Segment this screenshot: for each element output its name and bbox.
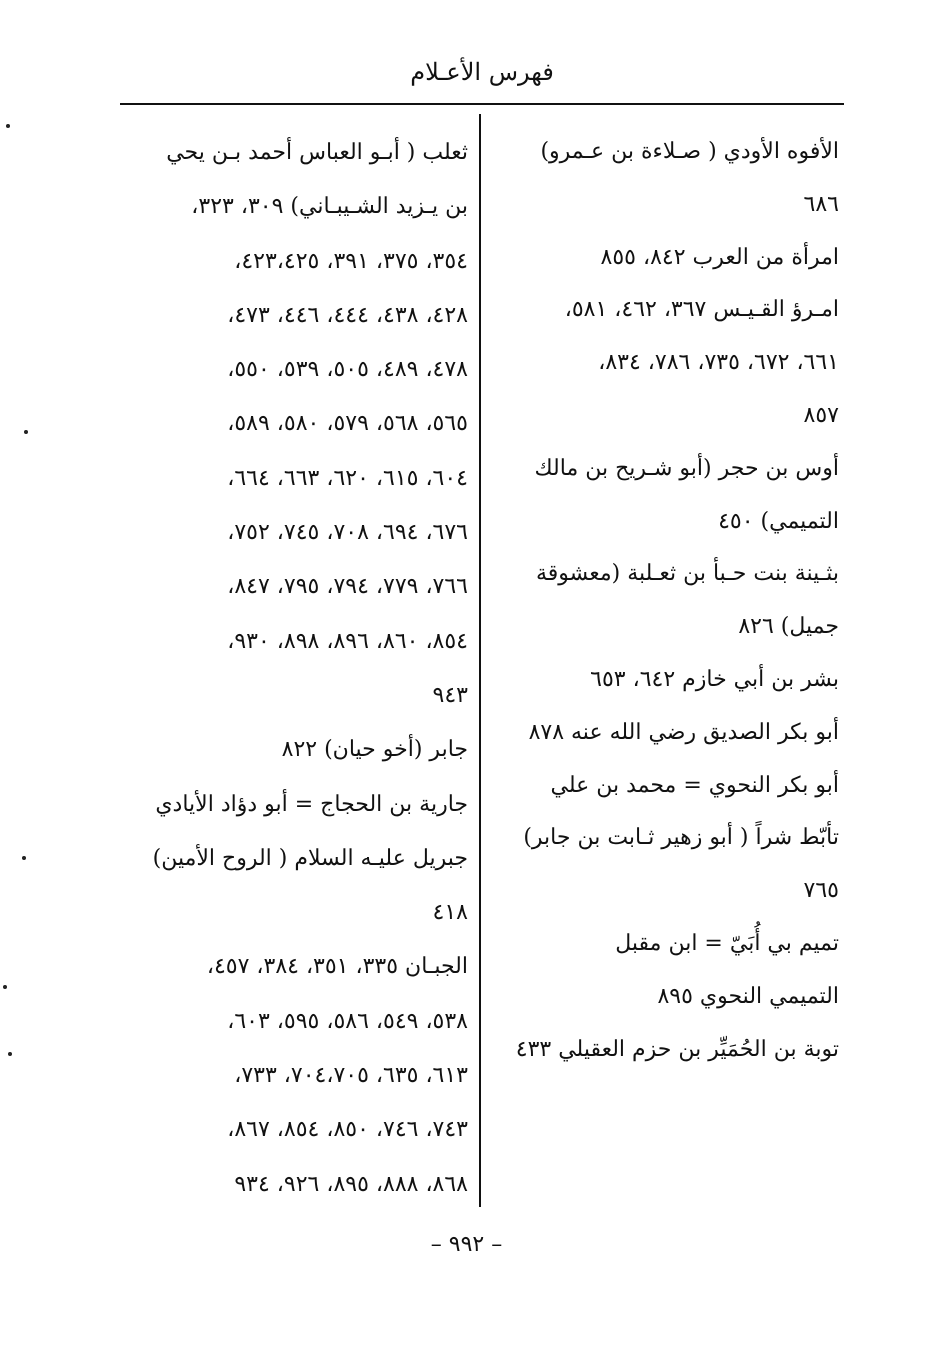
index-line: ٧٤٣، ٧٤٦، ٨٥٠، ٨٥٤، ٨٦٧، bbox=[227, 1117, 468, 1143]
scan-speck bbox=[6, 124, 10, 128]
column-divider bbox=[479, 114, 481, 1207]
index-line: أبو بكر الصديق رضي الله عنه ٨٧٨ bbox=[528, 719, 839, 745]
index-line: ٨٦٨، ٨٨٨، ٨٩٥، ٩٢٦، ٩٣٤ bbox=[234, 1171, 468, 1197]
index-line: أبو بكر النحوي = محمد بن علي bbox=[550, 772, 839, 798]
scan-speck bbox=[22, 856, 26, 860]
index-line: التميمي النحوي ٨٩٥ bbox=[657, 983, 839, 1009]
index-line: جارية بن الحجاج = أبو دؤاد الأيادي bbox=[155, 791, 468, 817]
index-line: ٤١٨ bbox=[432, 900, 468, 926]
scan-speck bbox=[3, 985, 7, 989]
index-line: ٤٧٨، ٤٨٩، ٥٠٥، ٥٣٩، ٥٥٠، bbox=[227, 357, 468, 383]
index-line: ٥٦٥، ٥٦٨، ٥٧٩، ٥٨٠، ٥٨٩، bbox=[227, 411, 468, 437]
scan-speck bbox=[8, 1052, 12, 1056]
header-rule bbox=[120, 103, 844, 105]
index-line: ٦٨٦ bbox=[803, 191, 839, 217]
index-line: أوس بن حجر (أبو شـريح بن مالك bbox=[534, 455, 839, 481]
right-column-index bbox=[497, 126, 839, 1076]
page-number: – ٩٩٢ – bbox=[430, 1232, 503, 1257]
index-line: ٧٦٦، ٧٧٩، ٧٩٤، ٧٩٥، ٨٤٧، bbox=[227, 574, 468, 600]
index-line: ٧٦٥ bbox=[803, 878, 839, 904]
index-line: ٣٥٤، ٣٧٥، ٣٩١، ٤٢٣،٤٢٥، bbox=[234, 248, 468, 274]
index-line: ٦٠٤، ٦١٥، ٦٢٠، ٦٦٣، ٦٦٤، bbox=[227, 465, 468, 491]
index-line: تميم بي أُبَيّ = ابن مقبل bbox=[615, 930, 839, 956]
left-column-index bbox=[128, 126, 468, 1212]
index-line: تأبّط شراً ( أبو زهير ثـابت بن جابر) bbox=[523, 825, 839, 851]
index-line: توبة بن الحُمَيِّر بن حزم العقيلي ٤٣٣ bbox=[515, 1036, 839, 1062]
index-line: ٨٥٤، ٨٦٠، ٨٩٦، ٨٩٨، ٩٣٠، bbox=[227, 628, 468, 654]
index-line: ٩٤٣ bbox=[432, 682, 468, 708]
index-line: ٦٦١، ٦٧٢، ٧٣٥، ٧٨٦، ٨٣٤، bbox=[598, 350, 839, 376]
index-line: ٨٥٧ bbox=[803, 402, 839, 428]
index-line: ثعلب ( أبـو العباس أحمد بـن يحي bbox=[166, 140, 468, 165]
running-header-title: فهرس الأعـلام bbox=[410, 58, 554, 86]
scan-speck bbox=[24, 430, 28, 434]
index-line: جبريل عليـه السلام ( الروح الأمين) bbox=[152, 845, 468, 871]
index-line: الأفوه الأودي ( صـلاءة بن عـمرو) bbox=[540, 139, 839, 164]
index-line: التميمي) ٤٥٠ bbox=[718, 508, 839, 534]
index-line: الجبـان ٣٣٥، ٣٥١، ٣٨٤، ٤٥٧، bbox=[206, 954, 468, 980]
index-line: ٥٣٨، ٥٤٩، ٥٨٦، ٥٩٥، ٦٠٣، bbox=[227, 1008, 468, 1034]
index-line: جابر (أخو حيان) ٨٢٢ bbox=[281, 737, 468, 763]
index-line: ٦١٣، ٦٣٥، ٧٠٤،٧٠٥، ٧٣٣، bbox=[234, 1063, 468, 1089]
index-line: امرأة من العرب ٨٤٢، ٨٥٥ bbox=[600, 244, 839, 270]
index-line: جميل) ٨٢٦ bbox=[738, 614, 839, 640]
index-line: ٦٧٦، ٦٩٤، ٧٠٨، ٧٤٥، ٧٥٢، bbox=[227, 520, 468, 546]
index-line: امـرؤ القـيـس ٣٦٧، ٤٦٢، ٥٨١، bbox=[564, 297, 839, 323]
index-line: بن يـزيد الشـيبـاني) ٣٠٩، ٣٢٣، bbox=[191, 194, 468, 220]
index-line: بثـينة بنت حـبأ بن ثعـلبة (معشوقة bbox=[535, 561, 839, 587]
index-line: بشر بن أبي خازم ٦٤٢، ٦٥٣ bbox=[590, 666, 839, 692]
index-line: ٤٢٨، ٤٣٨، ٤٤٤، ٤٤٦، ٤٧٣، bbox=[227, 302, 468, 328]
